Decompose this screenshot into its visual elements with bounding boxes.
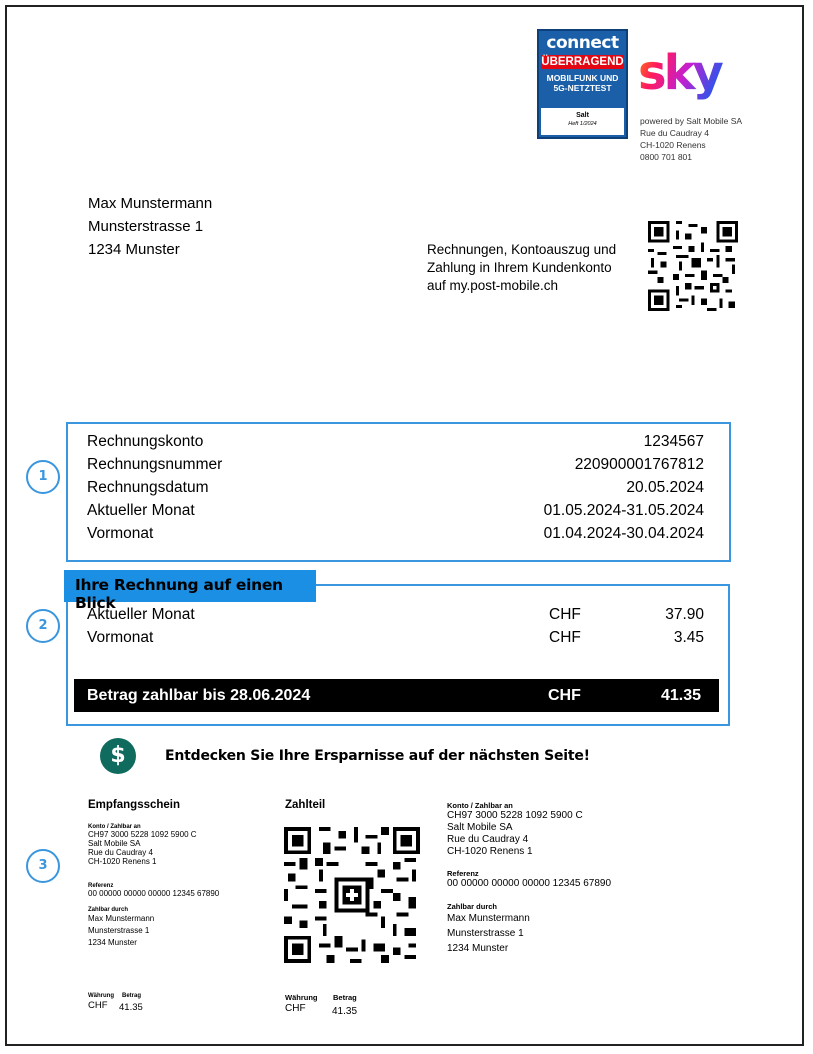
- badge-issue: Heft 1/2024: [568, 121, 597, 127]
- payment-payer-name: Max Munstermann: [447, 913, 530, 924]
- payment-amount-label: Betrag: [333, 993, 357, 1002]
- sender-street: Rue du Caudray 4: [640, 128, 709, 138]
- receipt-amount: 41.35: [119, 1002, 143, 1013]
- summary-row-label-previous: Vormonat: [87, 629, 154, 646]
- payment-account-label: Konto / Zahlbar an: [447, 801, 513, 810]
- portal-note-line2: Zahlung in Ihrem Kundenkonto: [427, 260, 612, 275]
- badge-brand: connect: [546, 33, 619, 53]
- receipt-payee-street: Rue du Caudray 4: [88, 848, 153, 857]
- receipt-payee-city: CH-1020 Renens 1: [88, 857, 157, 866]
- info-row-invoice-date: [87, 479, 704, 497]
- info-label: Rechnungsnummer: [87, 456, 223, 473]
- payment-reference: [447, 869, 611, 890]
- badge-test-line2: 5G-NETZTEST: [553, 83, 612, 93]
- receipt-payee: Salt Mobile SA: [88, 839, 141, 848]
- recipient-city: 1234 Munster: [88, 241, 180, 258]
- receipt-currency: CHF: [88, 1000, 108, 1011]
- payment-reference-number: 00 00000 00000 00000 12345 67890: [447, 878, 612, 889]
- receipt-payer-name: Max Munstermann: [88, 914, 155, 923]
- swiss-qr-code[interactable]: [284, 826, 420, 964]
- receipt-title: Empfangsschein: [88, 799, 181, 811]
- receipt-account-label: Konto / Zahlbar an: [88, 824, 141, 830]
- payment-payer-street: Munsterstrasse 1: [447, 928, 524, 939]
- summary-row-currency-current: CHF: [549, 606, 581, 623]
- sky-logo-text: sky: [638, 45, 721, 101]
- info-label: Aktueller Monat: [87, 502, 195, 519]
- info-row-account: [87, 433, 704, 451]
- badge-footer: [541, 108, 624, 135]
- summary-row-amount-current: 37.90: [665, 606, 704, 623]
- info-value: 01.04.2024-30.04.2024: [543, 525, 704, 542]
- receipt-currency-label: Währung: [88, 993, 114, 999]
- receipt-payer: [88, 907, 154, 949]
- badge-rating: ÜBERRAGEND: [541, 56, 624, 68]
- receipt-reference: [88, 883, 219, 898]
- info-value: 1234567: [643, 433, 704, 450]
- dollar-icon: $: [100, 738, 136, 774]
- sky-logo: [638, 45, 748, 111]
- payment-payee-city: CH-1020 Renens 1: [447, 846, 533, 857]
- total-due-bar: [74, 679, 719, 712]
- info-value: 01.05.2024-31.05.2024: [543, 502, 704, 519]
- info-label: Rechnungsdatum: [87, 479, 209, 496]
- sender-city: CH-1020 Renens: [640, 140, 706, 150]
- portal-note-line3: auf my.post-mobile.ch: [427, 278, 559, 293]
- marker-3: 3: [26, 849, 60, 883]
- payment-iban: CH97 3000 5228 1092 5900 C: [447, 810, 583, 821]
- summary-row-label-current: Aktueller Monat: [87, 606, 195, 623]
- info-row-invoice-number: [87, 456, 704, 474]
- recipient-address: [88, 192, 212, 261]
- info-value: 220900001767812: [574, 456, 704, 473]
- info-value: 20.05.2024: [626, 479, 704, 496]
- payment-amount: 41.35: [332, 1006, 358, 1017]
- savings-promo-text: Entdecken Sie Ihre Ersparnisse auf der nächsten Seite!: [165, 748, 590, 764]
- sender-phone: 0800 701 801: [640, 152, 692, 162]
- receipt-amount-label: Betrag: [122, 993, 142, 999]
- payment-reference-label: Referenz: [447, 869, 479, 878]
- receipt-iban: CH97 3000 5228 1092 5900 C: [88, 830, 197, 839]
- info-row-previous-month: [87, 525, 704, 543]
- receipt-reference-label: Referenz: [88, 883, 114, 889]
- sender-info: [640, 115, 742, 163]
- payment-payer-label: Zahlbar durch: [447, 902, 498, 911]
- powered-by: powered by Salt Mobile SA: [640, 116, 743, 126]
- info-row-current-month: [87, 502, 704, 520]
- payment-payee: Salt Mobile SA: [447, 822, 513, 833]
- portal-note-line1: Rechnungen, Kontoauszug und: [427, 242, 617, 257]
- receipt-payer-street: Munsterstrasse 1: [88, 926, 150, 935]
- payment-currency-label: Währung: [285, 993, 318, 1002]
- payment-payer-city: 1234 Munster: [447, 943, 509, 954]
- total-due-currency: CHF: [548, 687, 581, 704]
- info-label: Vormonat: [87, 525, 154, 542]
- receipt-payer-label: Zahlbar durch: [88, 907, 129, 913]
- marker-2: 2: [26, 609, 60, 643]
- portal-note: [427, 241, 616, 295]
- payment-payer: [447, 902, 530, 956]
- payment-currency: CHF: [285, 1003, 306, 1014]
- marker-1: 1: [26, 460, 60, 494]
- payment-account: [447, 801, 583, 858]
- receipt-account: [88, 824, 197, 866]
- payment-payee-street: Rue du Caudray 4: [447, 834, 529, 845]
- payment-part-title: Zahlteil: [285, 799, 326, 811]
- connect-award-badge: [537, 29, 628, 139]
- info-label: Rechnungskonto: [87, 433, 204, 450]
- total-due-label: Betrag zahlbar bis 28.06.2024: [87, 687, 311, 704]
- badge-test-line1: MOBILFUNK UND: [546, 73, 619, 83]
- badge-operator: Salt: [576, 112, 589, 119]
- summary-row-currency-previous: CHF: [549, 629, 581, 646]
- recipient-street: Munsterstrasse 1: [88, 218, 204, 235]
- recipient-name: Max Munstermann: [88, 195, 213, 212]
- total-due-amount: 41.35: [661, 687, 702, 704]
- portal-qr-code[interactable]: [648, 221, 738, 311]
- summary-title: Ihre Rechnung auf einen Blick: [64, 570, 316, 602]
- receipt-payer-city: 1234 Munster: [88, 938, 137, 947]
- summary-row-amount-previous: 3.45: [673, 629, 704, 646]
- receipt-reference-number: 00 00000 00000 00000 12345 67890: [88, 889, 220, 898]
